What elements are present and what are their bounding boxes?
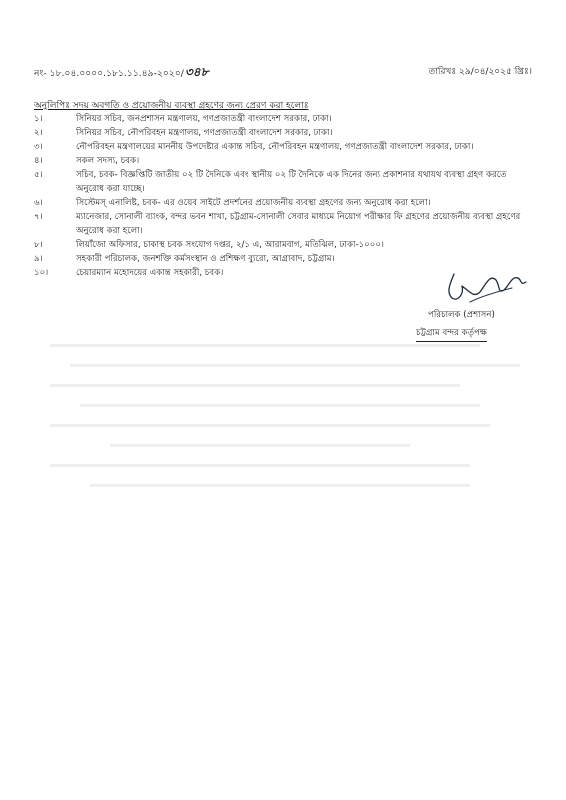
item-number: ৮।	[34, 240, 43, 250]
item-number: ১০।	[34, 268, 49, 278]
item-text: চেয়ারম্যান মহোদয়ের একান্ত সহকারী, চবক।	[76, 268, 224, 278]
item-number: ৬।	[34, 198, 43, 208]
list-item	[34, 112, 534, 126]
handwritten-signature	[440, 262, 540, 312]
show-through-texture	[50, 340, 520, 500]
signature-block	[416, 262, 546, 352]
item-text: সকল সদস্য, চবক।	[76, 156, 140, 166]
item-text: নৌপরিবহন মন্ত্রণালয়ের মাননীয় উপদেষ্টার একান্ত সচিব, নৌপরিবহন মন্ত্রণালয়, গণপ্রজাতন্ত্রী বাংলাদেশ সরকার, ঢাকা।	[76, 142, 474, 152]
item-text: সিনিয়র সচিব, জনপ্রশাসন মন্ত্রণালয়, গণপ্রজাতন্ত্রী বাংলাদেশ সরকার, ঢাকা।	[76, 114, 332, 124]
list-item	[34, 154, 534, 168]
item-number: ৫।	[34, 170, 43, 180]
item-text: ম্যানেজার, সোনালী ব্যাংক, বন্দর ভবন শাখা, চট্টগ্রাম-সোনালী সেবার মাধ্যমে নিয়োগ পরীক্ষার ফি গ্রহণের প্রয়োজনীয় ব্যবস্থা গ্রহণের অনুরোধ করা হলো।	[76, 212, 521, 236]
item-number: ৪।	[34, 156, 43, 166]
signatory-designation: পরিচালক (প্রশাসন)	[428, 310, 495, 320]
list-item	[34, 210, 534, 238]
item-number: ২।	[34, 128, 43, 138]
copy-to-list	[34, 112, 534, 280]
reference-prefix: নং- ১৮.০৪.০০০০.১৮১.১১.৪৯-২০২০/	[34, 69, 184, 79]
reference-number: ৩৪৮	[184, 65, 209, 79]
list-item	[34, 196, 534, 210]
memo-reference	[34, 64, 209, 84]
item-text: সিস্টেমস্ এনালিষ্ট, চবক- এর ওয়েব সাইটে প্রদর্শনের প্রয়োজনীয় ব্যবস্থা গ্রহণের জন্য অনুরোধ করা হলো।	[76, 198, 431, 208]
item-number: ৯।	[34, 254, 43, 264]
item-text: সহকারী পরিচালক, জনশক্তি কর্মসংস্থান ও প্রশিক্ষণ ব্যুরো, আগ্রাবাদ, চট্টগ্রাম।	[76, 254, 335, 264]
list-item	[34, 140, 534, 154]
item-text: সিনিয়র সচিব, নৌপরিবহন মন্ত্রণালয়, গণপ্রজাতন্ত্রী বাংলাদেশ সরকার, ঢাকা।	[76, 128, 333, 138]
item-number: ৩।	[34, 142, 43, 152]
item-number: ১।	[34, 114, 43, 124]
list-item	[34, 168, 534, 196]
list-item	[34, 238, 534, 252]
item-number: ৭।	[34, 212, 43, 222]
item-text: সচিব, চবক- বিজ্ঞপ্তিটি জাতীয় ০২ টি দৈনিকে এবং স্থানীয় ০২ টি দৈনিকে এক দিনের জন্য প্রকাশনার যথাযথ ব্যবস্থা গ্রহণ করতে অনুরোধ করা যাচ্ছে।	[76, 170, 507, 194]
item-text: লিয়াঁজো অফিসার, চাকাস্থ চবক সংযোগ দপ্তর, ২/১ এ, আরামবাগ, মতিঝিল, ঢাকা-১০০০।	[76, 240, 385, 250]
list-item	[34, 126, 534, 140]
memo-date: তারিখঃ ২৯/০৪/২০২৫ খ্রিঃ।	[428, 67, 532, 77]
copy-to-title: অনুলিপিঃ সদয় অবগতি ও প্রয়োজনীয় ব্যবস্থা গ্রহণের জন্য প্রেরণ করা হলোঃ	[34, 101, 309, 111]
signatory-office: চট্টগ্রাম বন্দর কর্তৃপক্ষ	[416, 326, 487, 342]
